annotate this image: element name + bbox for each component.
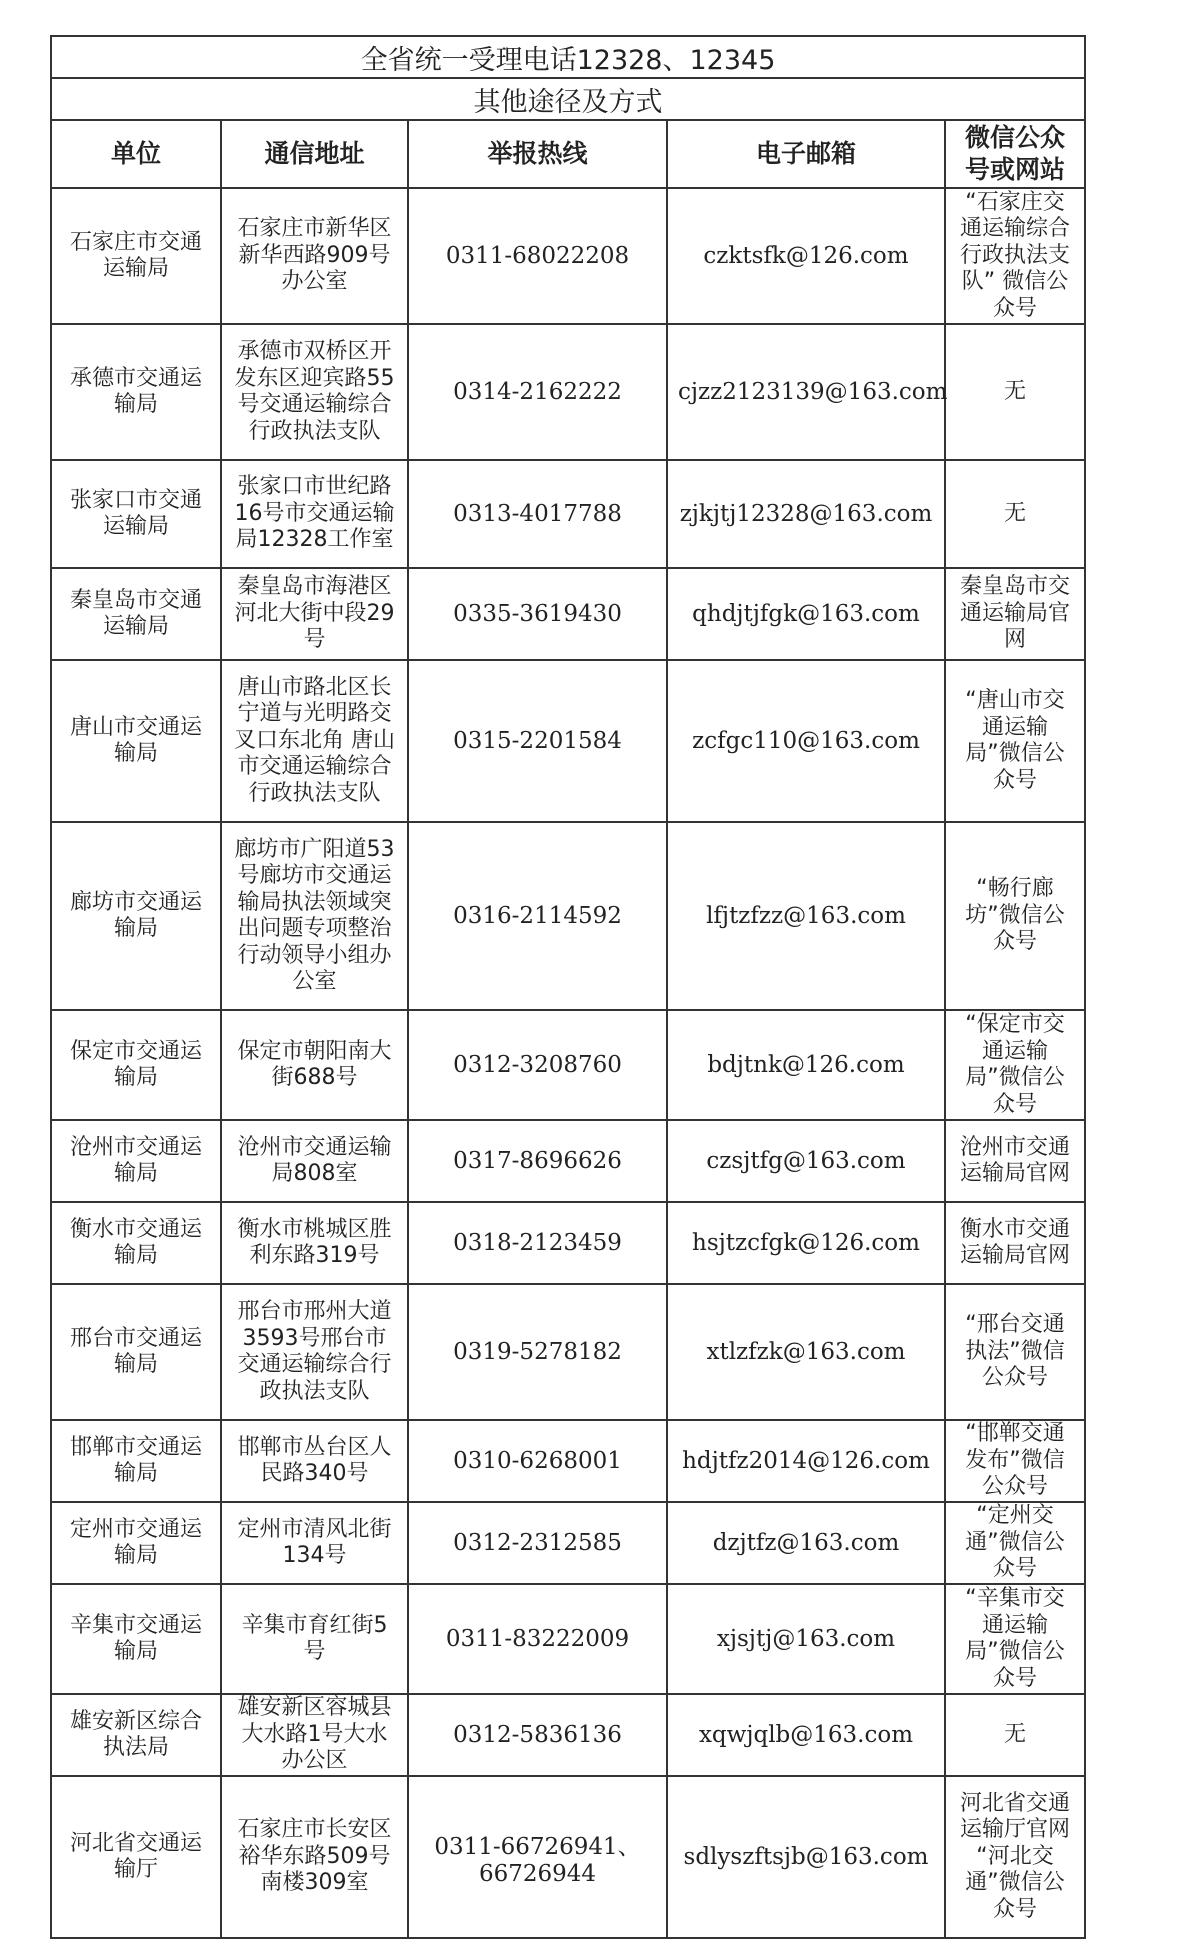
- email-cell: hsjtzcfgk@126.com: [667, 1202, 945, 1284]
- address-cell: 邢台市邢州大道3593号邢台市交通运输综合行政执法支队: [221, 1284, 408, 1420]
- table-row: [51, 188, 1085, 324]
- hotline-cell: 0310-6268001: [408, 1420, 667, 1502]
- unit-cell: 河北省交通运输厅: [51, 1776, 221, 1938]
- table-row: [51, 1284, 1085, 1420]
- address-cell: 石家庄市长安区裕华东路509号南楼309室: [221, 1776, 408, 1938]
- unit-cell: 衡水市交通运输局: [51, 1202, 221, 1284]
- email-cell: lfjtzfzz@163.com: [667, 822, 945, 1010]
- address-cell: 廊坊市广阳道53号廊坊市交通运输局执法领域突出问题专项整治行动领导小组办公室: [221, 822, 408, 1010]
- unified-phone-line: 全省统一受理电话12328、12345: [51, 36, 1085, 78]
- address-cell: 唐山市路北区长宁道与光明路交叉口东北角 唐山市交通运输综合行政执法支队: [221, 660, 408, 822]
- table-row: [51, 660, 1085, 822]
- unit-cell: 秦皇岛市交通运输局: [51, 568, 221, 660]
- unit-cell: 廊坊市交通运输局: [51, 822, 221, 1010]
- hotline-cell: 0312-3208760: [408, 1010, 667, 1120]
- wechat-cell: “石家庄交通运输综合行政执法支队” 微信公众号: [945, 188, 1085, 324]
- table-row: [51, 1010, 1085, 1120]
- unit-cell: 雄安新区综合执法局: [51, 1694, 221, 1776]
- address-cell: 定州市清风北街134号: [221, 1502, 408, 1584]
- unit-cell: 沧州市交通运输局: [51, 1120, 221, 1202]
- hotline-cell: 0318-2123459: [408, 1202, 667, 1284]
- wechat-cell: “邢台交通执法”微信公众号: [945, 1284, 1085, 1420]
- hotline-cell: 0315-2201584: [408, 660, 667, 822]
- col-header-wechat: 微信公众号或网站: [945, 120, 1085, 188]
- unit-cell: 邢台市交通运输局: [51, 1284, 221, 1420]
- other-ways-line: 其他途径及方式: [51, 78, 1085, 120]
- email-cell: zjkjtj12328@163.com: [667, 460, 945, 568]
- table-row: [51, 1202, 1085, 1284]
- table-row: [51, 1584, 1085, 1694]
- unit-cell: 石家庄市交通运输局: [51, 188, 221, 324]
- unit-cell: 邯郸市交通运输局: [51, 1420, 221, 1502]
- hotline-cell: 0311-68022208: [408, 188, 667, 324]
- wechat-cell: 无: [945, 460, 1085, 568]
- table-row: [51, 1420, 1085, 1502]
- address-cell: 保定市朝阳南大街688号: [221, 1010, 408, 1120]
- hotline-cell: 0314-2162222: [408, 324, 667, 460]
- wechat-cell: “保定市交通运输局”微信公众号: [945, 1010, 1085, 1120]
- email-cell: hdjtfz2014@126.com: [667, 1420, 945, 1502]
- wechat-cell: “唐山市交通运输局”微信公众号: [945, 660, 1085, 822]
- email-cell: zcfgc110@163.com: [667, 660, 945, 822]
- wechat-cell: 无: [945, 1694, 1085, 1776]
- email-cell: dzjtfz@163.com: [667, 1502, 945, 1584]
- unit-cell: 定州市交通运输局: [51, 1502, 221, 1584]
- hotline-cell: 0312-5836136: [408, 1694, 667, 1776]
- address-cell: 承德市双桥区开发东区迎宾路55号交通运输综合行政执法支队: [221, 324, 408, 460]
- email-cell: bdjtnk@126.com: [667, 1010, 945, 1120]
- wechat-cell: 沧州市交通运输局官网: [945, 1120, 1085, 1202]
- address-cell: 张家口市世纪路16号市交通运输局12328工作室: [221, 460, 408, 568]
- address-cell: 衡水市桃城区胜利东路319号: [221, 1202, 408, 1284]
- email-cell: xtlzfzk@163.com: [667, 1284, 945, 1420]
- table-row: [51, 1120, 1085, 1202]
- table-row: [51, 568, 1085, 660]
- col-header-hotline: 举报热线: [408, 120, 667, 188]
- wechat-cell: “邯郸交通发布”微信公众号: [945, 1420, 1085, 1502]
- address-cell: 石家庄市新华区新华西路909号办公室: [221, 188, 408, 324]
- address-cell: 沧州市交通运输局808室: [221, 1120, 408, 1202]
- wechat-cell: 衡水市交通运输局官网: [945, 1202, 1085, 1284]
- hotline-cell: 0313-4017788: [408, 460, 667, 568]
- email-cell: xjsjtj@163.com: [667, 1584, 945, 1694]
- email-cell: xqwjqlb@163.com: [667, 1694, 945, 1776]
- address-cell: 辛集市育红街5号: [221, 1584, 408, 1694]
- unit-cell: 辛集市交通运输局: [51, 1584, 221, 1694]
- wechat-cell: 河北省交通运输厅官网 “河北交通”微信公众号: [945, 1776, 1085, 1938]
- wechat-cell: 无: [945, 324, 1085, 460]
- email-cell: cjzz2123139@163.com: [667, 324, 945, 460]
- hotline-cell: 0335-3619430: [408, 568, 667, 660]
- hotline-cell: 0316-2114592: [408, 822, 667, 1010]
- banner-row: [51, 36, 1085, 78]
- table-row: [51, 324, 1085, 460]
- hotline-cell: 0319-5278182: [408, 1284, 667, 1420]
- email-cell: sdlyszftsjb@163.com: [667, 1776, 945, 1938]
- email-cell: czktsfk@126.com: [667, 188, 945, 324]
- col-header-email: 电子邮箱: [667, 120, 945, 188]
- table-row: [51, 1502, 1085, 1584]
- unit-cell: 唐山市交通运输局: [51, 660, 221, 822]
- banner-row: [51, 78, 1085, 120]
- email-cell: qhdjtjfgk@163.com: [667, 568, 945, 660]
- wechat-cell: 秦皇岛市交通运输局官网: [945, 568, 1085, 660]
- table-row: [51, 1694, 1085, 1776]
- hotline-cell: 0311-66726941、66726944: [408, 1776, 667, 1938]
- unit-cell: 承德市交通运输局: [51, 324, 221, 460]
- hotline-cell: 0311-83222009: [408, 1584, 667, 1694]
- wechat-cell: “辛集市交通运输局”微信公众号: [945, 1584, 1085, 1694]
- table-row: [51, 1776, 1085, 1938]
- unit-cell: 保定市交通运输局: [51, 1010, 221, 1120]
- col-header-address: 通信地址: [221, 120, 408, 188]
- address-cell: 秦皇岛市海港区河北大街中段29号: [221, 568, 408, 660]
- table-row: [51, 460, 1085, 568]
- hotline-cell: 0312-2312585: [408, 1502, 667, 1584]
- address-cell: 邯郸市丛台区人民路340号: [221, 1420, 408, 1502]
- table-row: [51, 822, 1085, 1010]
- address-cell: 雄安新区容城县大水路1号大水办公区: [221, 1694, 408, 1776]
- wechat-cell: “畅行廊坊”微信公众号: [945, 822, 1085, 1010]
- unit-cell: 张家口市交通运输局: [51, 460, 221, 568]
- hotline-cell: 0317-8696626: [408, 1120, 667, 1202]
- email-cell: czsjtfg@163.com: [667, 1120, 945, 1202]
- header-row: [51, 120, 1085, 188]
- col-header-unit: 单位: [51, 120, 221, 188]
- contact-table: [50, 35, 1086, 1939]
- wechat-cell: “定州交通”微信公众号: [945, 1502, 1085, 1584]
